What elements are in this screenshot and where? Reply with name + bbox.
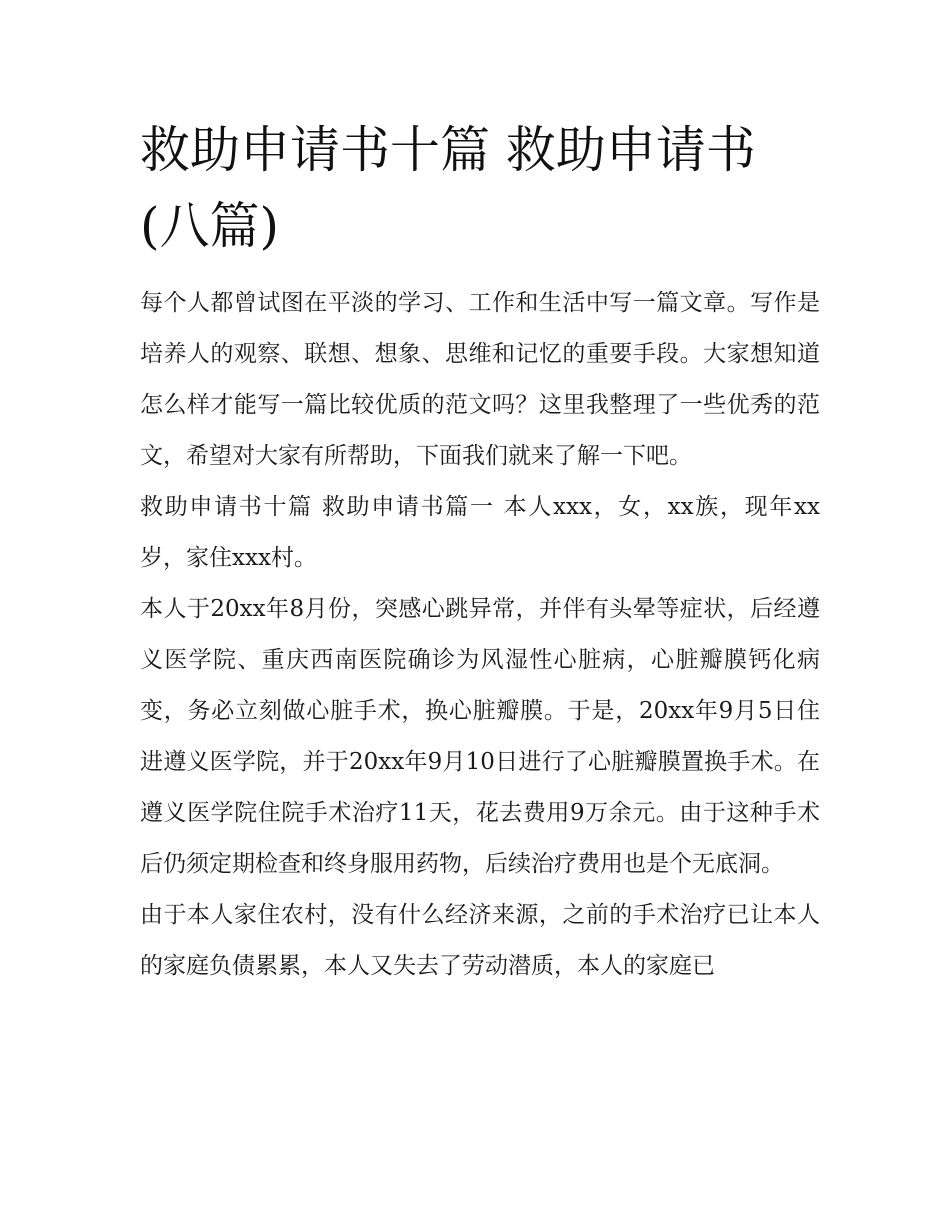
family-situation-paragraph: 由于本人家住农村，没有什么经济来源，之前的手术治疗已让本人的家庭负债累累，本人又失去了劳动潜质，本人的家庭已 [140,902,820,979]
document-body [140,278,820,992]
document-title: 救助申请书十篇 救助申请书(八篇) [140,121,756,255]
intro-paragraph: 每个人都曾试图在平淡的学习、工作和生活中写一篇文章。写作是培养人的观察、联想、想象、思维和记忆的重要手段。大家想知道怎么样才能写一篇比较优质的范文吗？这里我整理了一些优秀的范文，希望对大家有所帮助，下面我们就来了解一下吧。 [140,290,820,469]
applicant-info-paragraph: 救助申请书十篇 救助申请书篇一 本人xxx，女，xx族，现年xx岁，家住xxx村。 [140,494,820,571]
medical-history-paragraph: 本人于20xx年8月份，突感心跳异常，并伴有头晕等症状，后经遵义医学院、重庆西南医院确诊为风湿性心脏病，心脏瓣膜钙化病变，务必立刻做心脏手术，换心脏瓣膜。于是，20xx年9月5日住进遵义医学院，并于20xx年9月10日进行了心脏瓣膜置换手术。在遵义医学院住院手术治疗11天，花去费用9万余元。由于这种手术后仍须定期检查和终身服用药物，后续治疗费用也是个无底洞。 [140,596,820,877]
